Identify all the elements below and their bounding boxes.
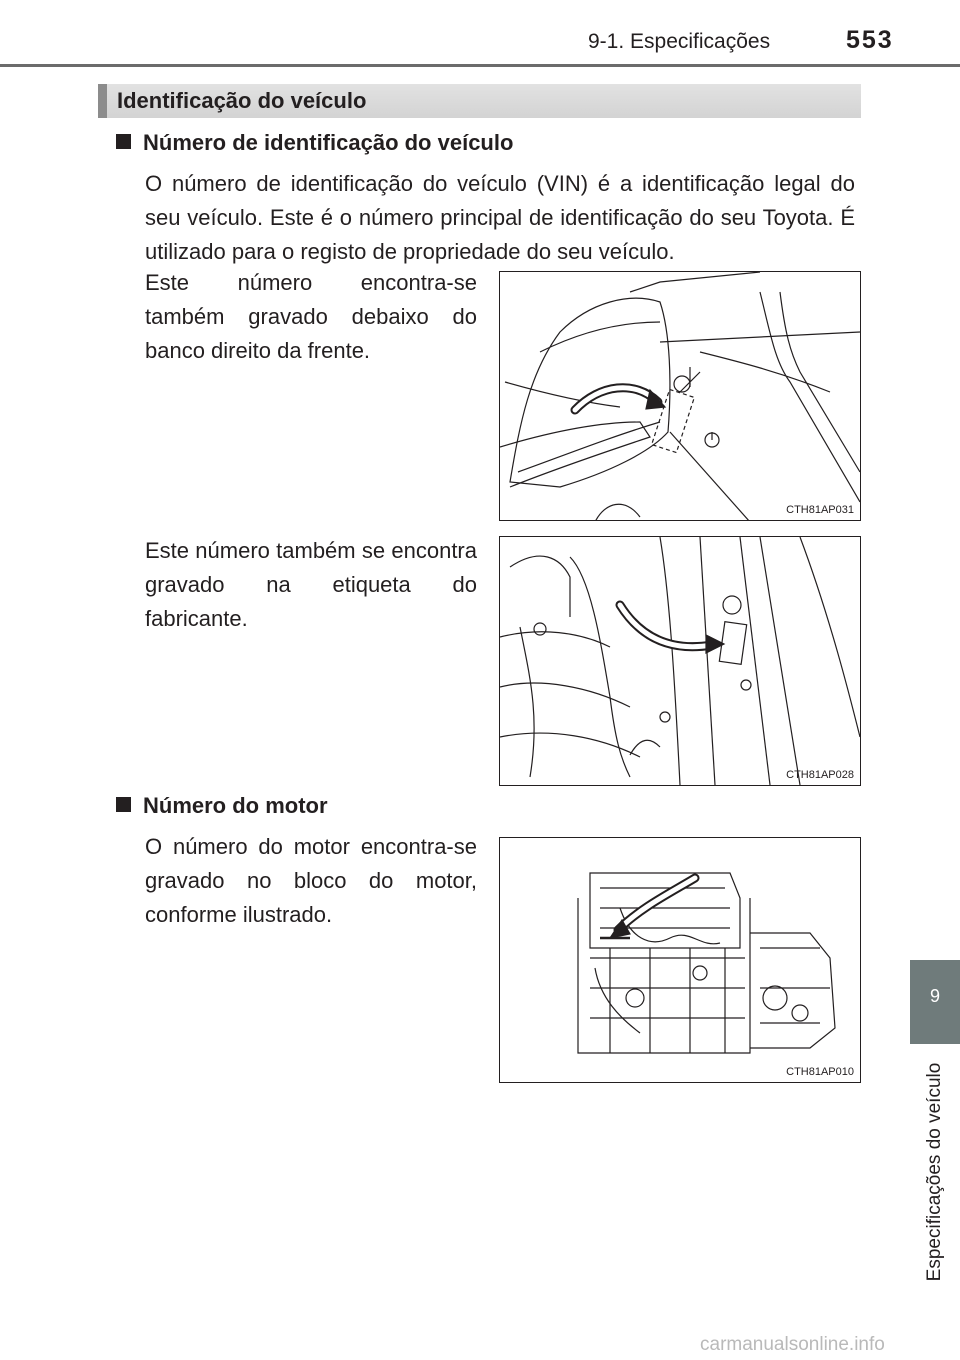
seat-floor-illustration	[500, 272, 860, 520]
door-pillar-illustration	[500, 537, 860, 785]
engine-heading	[116, 793, 328, 819]
page-number: 553	[846, 26, 894, 54]
engine-figure-code: CTH81AP010	[786, 1066, 854, 1078]
chapter-title-vertical: Especificações do veículo	[924, 1062, 945, 1282]
engine-paragraph: O número do motor encontra-se gravado no bloco do motor, conforme ilustrado.	[145, 834, 477, 927]
engine-block-illustration	[500, 838, 860, 1082]
vin-seat-paragraph: Este número encontra-se também gravado debaixo do banco direito da frente.	[145, 270, 477, 363]
square-bullet-icon	[116, 134, 131, 149]
section-title-band	[98, 84, 861, 118]
engine-heading-text: Número do motor	[143, 793, 328, 818]
vin-label-paragraph: Este número também se encontra gravado na etiqueta do fabricante.	[145, 538, 477, 631]
vin-heading-text: Número de identificação do veículo	[143, 130, 514, 155]
chapter-number: 9	[929, 986, 940, 1006]
section-title: Identificação do veículo	[117, 88, 367, 113]
seat-location-figure	[499, 271, 861, 521]
watermark: carmanualsonline.info	[700, 1334, 885, 1355]
vin-intro-paragraph: O número de identificação do veículo (VIN) é a identificação legal do seu veículo. Este é o número principal de identificação do seu Toyota. É utilizado para o registo de propriedade do seu veículo.	[145, 171, 855, 264]
seat-figure-code: CTH81AP031	[786, 504, 854, 516]
label-location-figure	[499, 536, 861, 786]
square-bullet-icon	[116, 797, 131, 812]
chapter-tab	[910, 960, 960, 1044]
vin-heading	[116, 130, 513, 156]
label-figure-code: CTH81AP028	[786, 769, 854, 781]
running-header-section: 9-1. Especificações	[588, 30, 771, 53]
header-rule	[0, 64, 960, 67]
engine-number-figure	[499, 837, 861, 1083]
